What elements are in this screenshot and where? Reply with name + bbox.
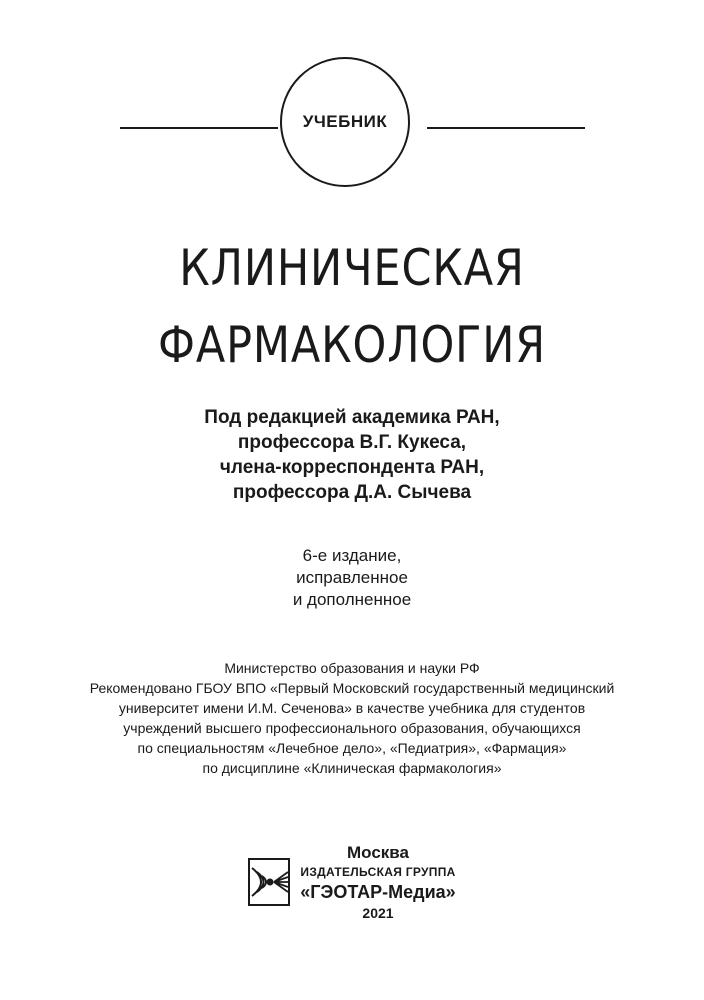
- approval-line: университет имени И.М. Сеченова» в качестве учебника для студентов: [118, 700, 586, 716]
- ministry-line: Министерство образования и науки РФ: [224, 660, 480, 676]
- approval-line: по специальностям «Лечебное дело», «Педиатрия», «Фармация»: [137, 740, 567, 756]
- edition-line: 6-е издание,: [302, 546, 402, 565]
- left-divider-line: [120, 127, 278, 129]
- publisher-city: Москва: [347, 843, 409, 862]
- edition-line: и дополненное: [292, 590, 412, 609]
- approval-line: учреждений высшего профессионального образования, обучающихся: [123, 720, 581, 736]
- approval-block: [0, 658, 704, 778]
- editors-line: Под редакцией академика РАН,: [204, 407, 500, 428]
- right-divider-line: [427, 127, 585, 129]
- approval-line: по дисциплине «Клиническая фармакология»: [202, 760, 502, 776]
- book-title-line-2: ФАРМАКОЛОГИЯ: [157, 316, 547, 374]
- edition-block: [0, 545, 704, 611]
- geotar-logo-icon: [248, 858, 290, 906]
- edition-line: исправленное: [296, 568, 408, 587]
- publication-year: 2021: [362, 905, 394, 921]
- editors-line: профессора Д.А. Сычева: [232, 482, 472, 503]
- publisher-block: [248, 842, 468, 932]
- book-title-line-1: КЛИНИЧЕСКАЯ: [179, 239, 525, 297]
- editors-line: профессора В.Г. Кукеса,: [237, 432, 467, 453]
- approval-line: Рекомендовано ГБОУ ВПО «Первый Московский государственный медицинский: [89, 680, 615, 696]
- textbook-badge: [280, 57, 410, 187]
- editors-line: члена-корреспондента РАН,: [219, 457, 485, 478]
- editors-block: [0, 405, 704, 505]
- textbook-badge-label: УЧЕБНИК: [302, 112, 388, 131]
- publisher-name: «ГЭОТАР-Медиа»: [300, 882, 456, 902]
- publisher-text: [288, 842, 468, 923]
- publisher-group: ИЗДАТЕЛЬСКАЯ ГРУППА: [300, 865, 456, 879]
